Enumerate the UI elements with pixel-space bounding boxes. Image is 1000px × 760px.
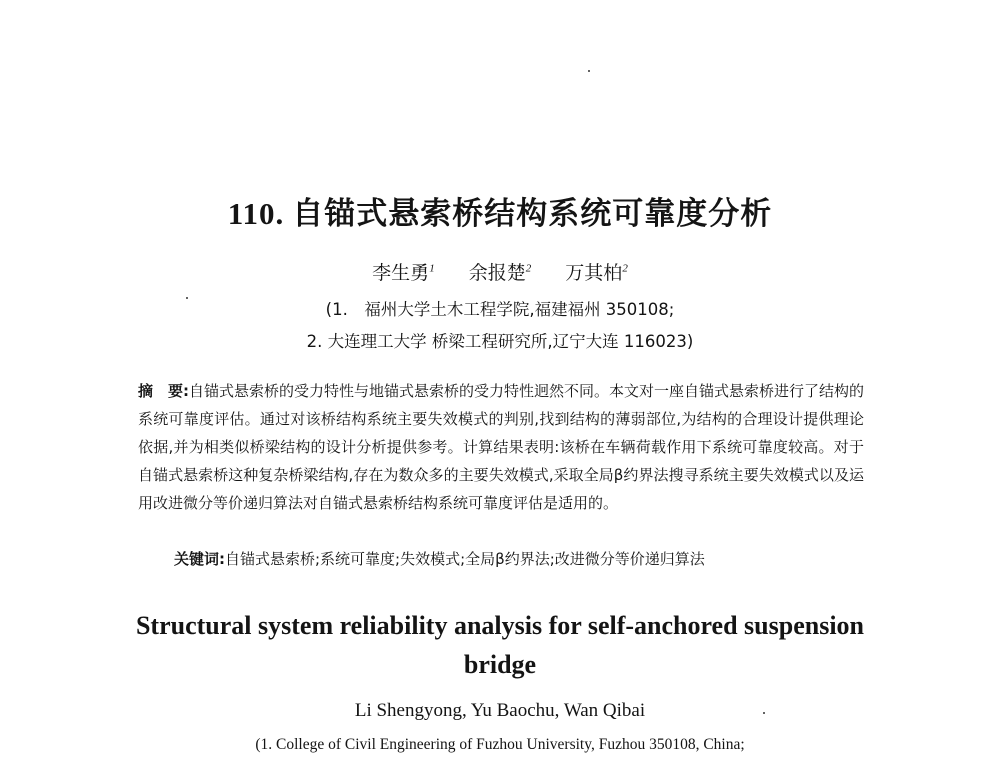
chinese-title-text: 自锚式悬索桥结构系统可靠度分析 [292,196,773,232]
english-authors: Li Shengyong, Yu Baochu, Wan Qibai [354,700,646,721]
english-affiliation: (1. College of Civil Engineering of Fuzhou University, Fuzhou 350108, China; [255,736,745,753]
author-1: 李生勇$^1$ [372,262,435,284]
abstract-text: 自锚式悬索桥的受力特性与地锚式悬索桥的受力特性迥然不同。本文对一座自锚式悬索桥进行了结构的系统可靠度评估。通过对该桥结构系统主要失效模式的判别,找到结构的薄弱部位,为结构的合理设计提供理论依据,并为相类似桥梁结构的设计分析提供参考。计算结果表明:该桥在车辆荷载作用下系统可靠度较高。对于自锚式悬索桥这种复杂桥梁结构,存在为数众多的主要失效模式,采取全局β约界法搜寻系统主要失效模式以及运用改进微分等价递归算法对自锚式悬索桥结构系统可靠度评估是适用的。 [138,382,865,512]
chinese-keywords [174,545,864,573]
chinese-authors [0,258,1000,285]
abstract-label: 摘 要: [138,382,189,400]
chinese-title [0,188,1000,233]
chinese-affiliation-1: (1. 福州大学土木工程学院,福建福州 350108; [325,300,675,319]
author-3: 万其柏$^2$ [565,262,628,284]
keywords-label: 关键词: [174,550,225,568]
paper-number: 110. [227,196,285,231]
author-2: 余报楚$^2$ [468,262,532,284]
keywords-text: 自锚式悬索桥;系统可靠度;失效模式;全局β约界法;改进微分等价递归算法 [225,550,705,568]
chinese-affiliation-2: 2. 大连理工大学 桥梁工程研究所,辽宁大连 116023) [306,332,694,351]
chinese-abstract [138,377,864,517]
english-title: Structural system reliability analysis for self-anchored suspension bridge [135,611,865,679]
scan-speck [588,70,590,72]
